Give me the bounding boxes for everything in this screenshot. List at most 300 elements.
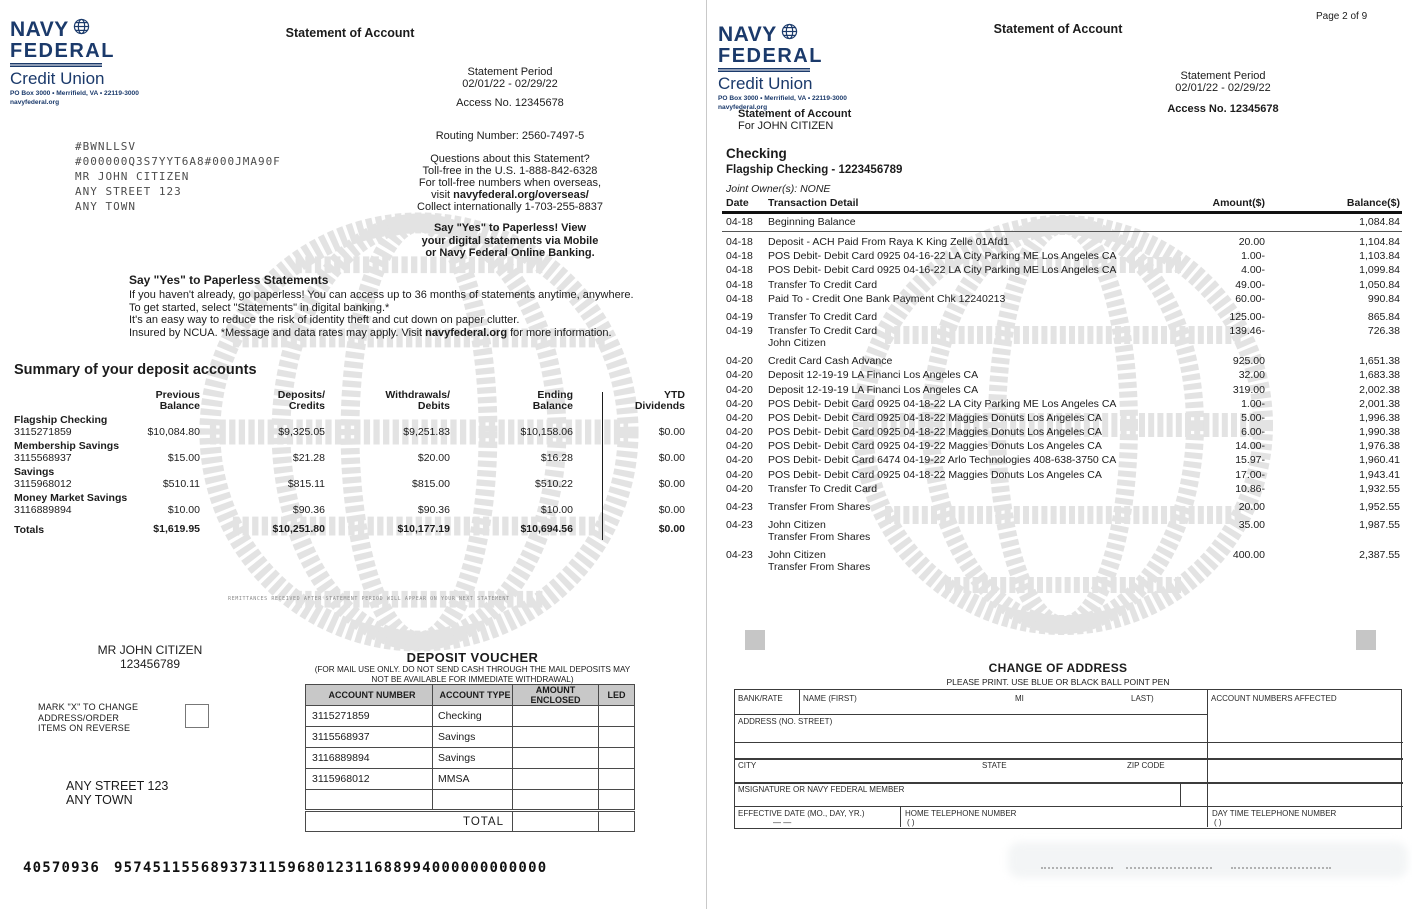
transaction-row bbox=[708, 427, 1412, 441]
transaction-detail-line2: Transfer From Shares bbox=[768, 530, 871, 543]
voucher-row bbox=[306, 748, 635, 769]
transaction-detail: Transfer To Credit Card bbox=[768, 325, 878, 338]
summary-totals-row bbox=[14, 511, 707, 537]
logo-navy-text: NAVY bbox=[718, 23, 777, 46]
transaction-row bbox=[708, 326, 1412, 352]
transaction-row bbox=[708, 237, 1412, 251]
paperless-line-2: To get started, select "Statements" in digital banking.* bbox=[129, 301, 390, 314]
globe-icon bbox=[73, 18, 90, 35]
micr-group-2: 957451155689373115968012311688994000000000000 bbox=[114, 860, 548, 876]
col-deposits-credits: Deposits/ Credits bbox=[277, 389, 325, 412]
transaction-balance: 1,932.55 bbox=[1359, 482, 1400, 495]
transaction-amount: 400.00 bbox=[1232, 549, 1265, 562]
voucher-led-cell[interactable] bbox=[599, 769, 635, 790]
transaction-date: 04-20 bbox=[726, 411, 753, 424]
account-holder-block bbox=[738, 108, 851, 132]
ending-balance-value: $16.28 bbox=[540, 452, 573, 464]
paperless-line-1: If you haven't already, go paperless! You can access up to 36 months of statements anytime, anywhere. bbox=[129, 289, 634, 301]
transaction-detail: POS Debit- Debit Card 0925 04-19-22 Maggies Donuts Los Angeles CA bbox=[768, 440, 1102, 453]
voucher-col-account-type: ACCOUNT TYPE bbox=[433, 685, 513, 706]
transaction-date: 04-20 bbox=[726, 468, 753, 481]
transaction-amount: 49.00- bbox=[1235, 278, 1265, 291]
statement-period-block bbox=[415, 66, 605, 260]
transaction-date: 04-20 bbox=[726, 383, 753, 396]
totals-label: Totals bbox=[14, 524, 45, 536]
payee-town: ANY TOWN bbox=[66, 793, 133, 807]
transaction-detail: POS Debit- Debit Card 0925 04-18-22 Maggies Donuts Los Angeles CA bbox=[768, 426, 1102, 439]
logo-stripe-bar bbox=[718, 68, 810, 73]
payee-name: MR JOHN CITIZEN bbox=[97, 643, 203, 657]
logo-navy-text: NAVY bbox=[10, 18, 69, 41]
transaction-amount: 319.00 bbox=[1232, 383, 1265, 396]
form-divider bbox=[900, 806, 901, 827]
transaction-balance: 2,387.55 bbox=[1359, 549, 1400, 562]
transaction-amount: 125.00- bbox=[1229, 310, 1265, 323]
transaction-detail: Credit Card Cash Advance bbox=[768, 355, 893, 368]
transaction-row bbox=[708, 280, 1412, 294]
form-line bbox=[735, 782, 1403, 784]
field-home-telephone[interactable]: HOME TELEPHONE NUMBER bbox=[905, 809, 1017, 818]
voucher-amount-cell[interactable] bbox=[513, 706, 599, 727]
logo-federal-text: FEDERAL bbox=[10, 40, 115, 62]
logo-credit-union-text: Credit Union bbox=[718, 74, 813, 93]
field-last[interactable]: LAST) bbox=[1131, 694, 1154, 703]
summary-account-row bbox=[14, 414, 707, 440]
questions-line-1: Questions about this Statement? bbox=[430, 153, 590, 165]
transaction-amount: 139.46- bbox=[1229, 325, 1265, 338]
mark-x-line-1: MARK "X" TO CHANGE bbox=[38, 702, 139, 712]
transaction-date: 04-23 bbox=[726, 519, 753, 532]
field-state[interactable]: STATE bbox=[982, 761, 1007, 770]
voucher-account-number bbox=[306, 790, 433, 811]
transaction-balance: 1,104.84 bbox=[1359, 236, 1400, 248]
deposits-value: $90.36 bbox=[292, 504, 325, 516]
mail-code-line: MR JOHN CITIZEN bbox=[75, 170, 190, 183]
registration-mark-left bbox=[745, 630, 765, 650]
brand-website: navyfederal.org bbox=[718, 103, 768, 111]
transaction-row bbox=[708, 502, 1412, 516]
globe-icon bbox=[781, 23, 798, 40]
mark-x-line-2: ADDRESS/ORDER bbox=[38, 712, 120, 723]
transaction-row bbox=[708, 550, 1412, 576]
transaction-balance: 726.38 bbox=[1367, 325, 1400, 338]
voucher-account-number: 3116889894 bbox=[306, 748, 433, 769]
transaction-date: 04-18 bbox=[726, 292, 753, 305]
mail-code-line: #BWNLLSV bbox=[75, 140, 136, 153]
transaction-detail: Transfer To Credit Card bbox=[768, 278, 878, 291]
transaction-amount: 5.00- bbox=[1241, 411, 1265, 424]
transaction-row bbox=[708, 441, 1412, 455]
transaction-balance: 1,099.84 bbox=[1359, 264, 1400, 277]
account-name: Membership Savings bbox=[14, 440, 120, 452]
voucher-total-amount-cell[interactable] bbox=[513, 811, 599, 832]
transaction-balance: 865.84 bbox=[1367, 310, 1400, 323]
questions-line-5: Collect internationally 1-703-255-8837 bbox=[417, 201, 603, 213]
checking-heading: Checking bbox=[726, 146, 787, 161]
summary-rows bbox=[14, 414, 707, 518]
questions-line-4 bbox=[415, 189, 605, 201]
transaction-amount: 35.00 bbox=[1238, 519, 1265, 532]
summary-account-row bbox=[14, 466, 707, 492]
transaction-row bbox=[708, 265, 1412, 279]
transaction-date: 04-19 bbox=[726, 325, 753, 338]
form-divider bbox=[799, 690, 800, 714]
field-address[interactable]: ADDRESS (NO. STREET) bbox=[738, 717, 833, 726]
voucher-amount-cell[interactable] bbox=[513, 790, 599, 811]
ending-balance-value: $510.22 bbox=[535, 478, 573, 490]
voucher-led-cell[interactable] bbox=[599, 727, 635, 748]
transaction-balance: 1,996.38 bbox=[1359, 411, 1400, 424]
transactions-header-row bbox=[708, 197, 1412, 211]
transaction-detail: POS Debit- Debit Card 0925 04-18-22 LA City Parking ME Los Angeles CA bbox=[768, 397, 1117, 410]
ytd-dividends-value: $0.00 bbox=[658, 478, 685, 490]
deposit-voucher-table bbox=[305, 684, 635, 832]
registration-mark-right bbox=[1356, 630, 1376, 650]
transaction-amount: 1.00- bbox=[1241, 397, 1265, 410]
transaction-row bbox=[708, 399, 1412, 413]
brand-address: PO Box 3000 • Merrifield, VA • 22119-3000 bbox=[10, 90, 139, 97]
transaction-balance: 1,943.41 bbox=[1359, 468, 1400, 481]
summary-heading: Summary of your deposit accounts bbox=[14, 362, 257, 378]
field-name-first[interactable]: NAME (FIRST) bbox=[803, 694, 857, 703]
voucher-led-cell[interactable] bbox=[599, 748, 635, 769]
transaction-row bbox=[708, 520, 1412, 546]
voucher-account-type: MMSA bbox=[433, 769, 513, 790]
navyfederal-url: navyfederal.org bbox=[425, 326, 508, 339]
totals-deposits: $10,251.80 bbox=[272, 523, 325, 535]
transaction-detail-line2: Transfer From Shares bbox=[768, 560, 871, 573]
transaction-date: 04-20 bbox=[726, 397, 753, 410]
transaction-row bbox=[708, 455, 1412, 469]
voucher-total-label: TOTAL bbox=[306, 811, 513, 832]
transaction-detail: POS Debit- Debit Card 0925 04-18-22 Maggies Donuts Los Angeles CA bbox=[768, 468, 1102, 481]
transaction-balance: 1,960.41 bbox=[1359, 454, 1400, 467]
transaction-amount: 20.00 bbox=[1238, 236, 1265, 248]
home-telephone-parens: ( ) bbox=[907, 818, 915, 827]
transaction-row bbox=[708, 312, 1412, 326]
ending-balance-value: $10.00 bbox=[540, 504, 573, 516]
transaction-detail: POS Debit- Debit Card 0925 04-18-22 Maggies Donuts Los Angeles CA bbox=[768, 411, 1102, 424]
voucher-subtitle-2: NOT BE AVAILABLE FOR IMMEDIATE WITHDRAWAL) bbox=[371, 674, 574, 684]
access-number: Access No. 12345678 bbox=[1167, 103, 1279, 115]
header-balance: Balance($) bbox=[1346, 197, 1400, 209]
mail-code-line: #000000Q3S7YYT6A8#000JMA90F bbox=[75, 155, 281, 168]
totals-ending: $10,694.56 bbox=[520, 523, 573, 535]
voucher-amount-cell[interactable] bbox=[513, 727, 599, 748]
transaction-date: 04-20 bbox=[726, 426, 753, 439]
transaction-date: 04-20 bbox=[726, 355, 753, 368]
scan-dash-mark bbox=[1126, 867, 1212, 869]
field-city[interactable]: CITY bbox=[738, 761, 757, 770]
withdrawals-value: $20.00 bbox=[417, 452, 450, 464]
logo-navy-row bbox=[10, 19, 139, 40]
transaction-detail: Deposit 12-19-19 LA Financi Los Angeles CA bbox=[768, 369, 979, 382]
transaction-balance: 1,952.55 bbox=[1359, 501, 1400, 513]
deposits-value: $21.28 bbox=[292, 452, 325, 464]
col-withdrawals-debits: Withdrawals/ Debits bbox=[385, 389, 450, 412]
summary-header-row bbox=[0, 390, 707, 414]
summary-account-row bbox=[14, 440, 707, 466]
statement-of-account-label: Statement of Account bbox=[738, 108, 852, 120]
account-number: 3115968012 bbox=[14, 477, 72, 490]
brand-website: navyfederal.org bbox=[10, 98, 60, 106]
voucher-total-row bbox=[306, 811, 635, 832]
transaction-row bbox=[708, 356, 1412, 370]
voucher-account-type: Savings bbox=[433, 748, 513, 769]
voucher-title: DEPOSIT VOUCHER bbox=[406, 650, 539, 665]
voucher-account-number: 3115568937 bbox=[306, 727, 433, 748]
totals-ytd: $0.00 bbox=[658, 523, 685, 535]
mail-code-line: ANY STREET 123 bbox=[75, 185, 182, 198]
account-number: 3116889894 bbox=[14, 503, 72, 516]
mail-code-line: ANY TOWN bbox=[75, 200, 136, 213]
mark-x-checkbox[interactable] bbox=[185, 704, 209, 728]
transaction-amount: 6.00- bbox=[1241, 426, 1265, 439]
transaction-row bbox=[708, 413, 1412, 427]
navy-federal-logo bbox=[718, 24, 847, 111]
transaction-detail: POS Debit- Debit Card 0925 04-16-22 LA City Parking ME Los Angeles CA bbox=[768, 264, 1117, 277]
transaction-balance: 1,683.38 bbox=[1359, 369, 1400, 382]
voucher-row bbox=[306, 727, 635, 748]
transaction-amount: 60.00- bbox=[1235, 292, 1265, 305]
account-number: 3115271859 bbox=[14, 425, 72, 438]
navy-federal-logo bbox=[10, 19, 139, 106]
daytime-telephone-parens: ( ) bbox=[1214, 818, 1222, 827]
page-title: Statement of Account bbox=[993, 22, 1123, 36]
statement-period-block bbox=[1138, 70, 1308, 115]
form-divider bbox=[1207, 690, 1208, 827]
routing-number: Routing Number: 2560-7497-5 bbox=[435, 130, 585, 142]
transaction-amount: 15.97- bbox=[1235, 454, 1265, 467]
transaction-amount: 10.86- bbox=[1235, 482, 1265, 495]
statement-period-value: 02/01/22 - 02/29/22 bbox=[462, 78, 558, 90]
joint-owners: Joint Owner(s): NONE bbox=[726, 183, 831, 195]
transaction-amount: 17.00- bbox=[1235, 468, 1265, 481]
field-signature[interactable]: MSIGNATURE OR NAVY FEDERAL MEMBER bbox=[738, 785, 905, 794]
header-amount: Amount($) bbox=[1212, 197, 1265, 209]
form-line bbox=[735, 714, 1207, 715]
transaction-date: 04-19 bbox=[726, 310, 753, 323]
voucher-amount-cell[interactable] bbox=[513, 769, 599, 790]
transaction-balance: 990.84 bbox=[1367, 292, 1400, 305]
voucher-account-type: Savings bbox=[433, 727, 513, 748]
account-name: Flagship Checking bbox=[14, 414, 108, 426]
header-rule bbox=[722, 211, 1402, 214]
form-line bbox=[735, 742, 1403, 743]
paperless-heading: Say "Yes" to Paperless Statements bbox=[129, 273, 329, 287]
transaction-balance: 1,976.38 bbox=[1359, 440, 1400, 453]
account-name: Savings bbox=[14, 466, 55, 478]
beginning-balance-rule bbox=[722, 231, 1402, 232]
transaction-date: 04-23 bbox=[726, 501, 753, 513]
field-mi[interactable]: MI bbox=[1015, 694, 1024, 703]
paperless-line-3: It's an easy way to reduce the risk of identity theft and cut down on paper clutter. bbox=[129, 314, 520, 327]
more-info-text: for more information. bbox=[507, 326, 612, 339]
previous-balance-value: $10.00 bbox=[167, 504, 200, 516]
transaction-detail: Deposit - ACH Paid From Raya K King Zelle 01Afd1 bbox=[768, 236, 1010, 248]
logo-federal-text: FEDERAL bbox=[718, 45, 823, 67]
deposits-value: $815.11 bbox=[287, 478, 325, 490]
logo-navy-row bbox=[718, 24, 847, 45]
voucher-total-led-cell bbox=[599, 811, 635, 832]
transaction-detail: Transfer From Shares bbox=[768, 501, 871, 513]
transaction-detail: POS Debit- Debit Card 0925 04-16-22 LA City Parking ME Los Angeles CA bbox=[768, 250, 1117, 263]
voucher-row bbox=[306, 769, 635, 790]
transaction-amount: 925.00 bbox=[1232, 355, 1265, 368]
mark-x-instructions bbox=[38, 702, 138, 734]
transaction-balance: 1,103.84 bbox=[1359, 250, 1400, 263]
overseas-url: navyfederal.org/overseas/ bbox=[453, 189, 589, 201]
voucher-row bbox=[306, 790, 635, 811]
voucher-led-cell[interactable] bbox=[599, 706, 635, 727]
transaction-detail: Deposit 12-19-19 LA Financi Los Angeles CA bbox=[768, 383, 979, 396]
voucher-row bbox=[306, 706, 635, 727]
transaction-balance: 2,001.38 bbox=[1359, 397, 1400, 410]
voucher-led-cell[interactable] bbox=[599, 790, 635, 811]
transaction-amount: 32.00 bbox=[1238, 369, 1265, 382]
scan-artifact bbox=[1008, 842, 1408, 878]
beginning-date: 04-18 bbox=[726, 216, 753, 228]
change-of-address-subtitle: PLEASE PRINT. USE BLUE OR BLACK BALL POINT PEN bbox=[946, 677, 1170, 687]
header-transaction-detail: Transaction Detail bbox=[768, 197, 859, 209]
transaction-row bbox=[708, 370, 1412, 384]
col-previous-balance: Previous Balance bbox=[155, 389, 200, 412]
transactions-list bbox=[708, 237, 1412, 576]
transaction-date: 04-18 bbox=[726, 278, 753, 291]
transaction-amount: 20.00 bbox=[1238, 501, 1265, 513]
transaction-balance: 1,987.55 bbox=[1359, 519, 1400, 532]
brand-address: PO Box 3000 • Merrifield, VA • 22119-3000 bbox=[718, 95, 847, 102]
form-line bbox=[735, 758, 1403, 760]
transaction-date: 04-18 bbox=[726, 264, 753, 277]
transaction-balance: 1,050.84 bbox=[1359, 278, 1400, 291]
voucher-subtitle-1: (FOR MAIL USE ONLY. DO NOT SEND CASH THROUGH THE MAIL DEPOSITS MAY bbox=[314, 665, 631, 674]
remittance-note: REMITTANCES RECEIVED AFTER STATEMENT PERIOD WILL APPEAR ON YOUR NEXT STATEMENT bbox=[228, 596, 510, 602]
scan-dash-mark bbox=[1041, 867, 1113, 869]
change-of-address-title: CHANGE OF ADDRESS bbox=[988, 661, 1128, 675]
field-effective-date[interactable]: EFFECTIVE DATE (MO., DAY, YR.) bbox=[738, 809, 865, 818]
change-of-address-form[interactable] bbox=[734, 689, 1402, 829]
withdrawals-value: $90.36 bbox=[417, 504, 450, 516]
transaction-detail: John Citizen bbox=[768, 519, 826, 532]
form-divider bbox=[1180, 782, 1181, 806]
ytd-dividends-value: $0.00 bbox=[658, 426, 685, 438]
transaction-row bbox=[708, 251, 1412, 265]
logo-stripe-bar bbox=[10, 63, 102, 68]
ending-balance-value: $10,158.06 bbox=[520, 426, 573, 438]
checking-subheading: Flagship Checking - 1223456789 bbox=[726, 164, 903, 176]
field-bank-rate[interactable]: BANK/RATE bbox=[738, 694, 783, 703]
ncua-text: Insured by NCUA. *Message and data rates may apply. Visit bbox=[129, 326, 426, 339]
withdrawals-value: $815.00 bbox=[412, 478, 450, 490]
scan-dash-mark bbox=[1231, 867, 1331, 869]
voucher-col-amount-enclosed: AMOUNT ENCLOSED bbox=[513, 685, 599, 706]
transaction-date: 04-23 bbox=[726, 549, 753, 562]
previous-balance-value: $15.00 bbox=[167, 452, 200, 464]
beginning-balance: 1,084.84 bbox=[1359, 216, 1400, 228]
visit-prefix: visit bbox=[431, 189, 454, 201]
header-date: Date bbox=[726, 197, 749, 209]
voucher-amount-cell[interactable] bbox=[513, 748, 599, 769]
previous-balance-value: $10,084.80 bbox=[147, 426, 200, 438]
totals-withdrawals: $10,177.19 bbox=[397, 523, 450, 535]
transaction-amount: 1.00- bbox=[1241, 250, 1265, 263]
account-name: Money Market Savings bbox=[14, 492, 128, 504]
access-number: Access No. 12345678 bbox=[456, 97, 564, 109]
transaction-detail: Paid To - Credit One Bank Payment Chk 12240213 bbox=[768, 292, 1006, 305]
transaction-date: 04-20 bbox=[726, 454, 753, 467]
page-indicator: Page 2 of 9 bbox=[1316, 11, 1368, 22]
voucher-account-number: 3115968012 bbox=[306, 769, 433, 790]
transaction-detail: Transfer To Credit Card bbox=[768, 310, 878, 323]
transaction-date: 04-20 bbox=[726, 369, 753, 382]
account-holder-name: For JOHN CITIZEN bbox=[738, 120, 834, 132]
transaction-amount: 14.00- bbox=[1235, 440, 1265, 453]
col-ytd-dividends: YTD Dividends bbox=[634, 389, 685, 412]
transaction-amount: 4.00- bbox=[1241, 264, 1265, 277]
deposits-value: $9,325.05 bbox=[278, 426, 325, 438]
col-ending-balance: Ending Balance bbox=[532, 389, 573, 412]
payee-street: ANY STREET 123 bbox=[66, 779, 169, 793]
totals-previous: $1,619.95 bbox=[153, 523, 200, 535]
statement-period-label: Statement Period bbox=[467, 66, 553, 78]
transaction-balance: 2,002.38 bbox=[1359, 383, 1400, 396]
field-zip-code[interactable]: ZIP CODE bbox=[1127, 761, 1165, 770]
transaction-date: 04-18 bbox=[726, 236, 753, 248]
ytd-dividends-value: $0.00 bbox=[658, 504, 685, 516]
beginning-balance-row bbox=[708, 216, 1412, 229]
voucher-account-type: Checking bbox=[433, 706, 513, 727]
statement-page-2 bbox=[708, 0, 1412, 909]
transaction-detail: POS Debit- Debit Card 6474 04-19-22 Arlo Technologies 408-638-3750 CA bbox=[768, 454, 1117, 467]
questions-line-3: For toll-free numbers when overseas, bbox=[418, 177, 602, 189]
field-account-numbers-affected[interactable]: ACCOUNT NUMBERS AFFECTED bbox=[1211, 694, 1337, 703]
account-number: 3115568937 bbox=[14, 451, 72, 464]
form-line bbox=[735, 806, 1403, 807]
mark-x-line-3: ITEMS ON REVERSE bbox=[38, 723, 131, 733]
transaction-detail: Transfer To Credit Card bbox=[768, 482, 878, 495]
payee-address bbox=[66, 779, 168, 807]
micr-group-1: 40570936 bbox=[23, 860, 101, 876]
transaction-row bbox=[708, 484, 1412, 498]
voucher-account-number: 3115271859 bbox=[306, 706, 433, 727]
transaction-balance: 1,651.38 bbox=[1359, 355, 1400, 368]
beginning-detail: Beginning Balance bbox=[768, 216, 856, 228]
withdrawals-value: $9,251.83 bbox=[403, 426, 450, 438]
payee-block bbox=[60, 644, 240, 671]
micr-line bbox=[23, 860, 547, 876]
paperless-line-4 bbox=[129, 327, 669, 340]
transaction-row bbox=[708, 470, 1412, 484]
field-daytime-telephone[interactable]: DAY TIME TELEPHONE NUMBER bbox=[1212, 809, 1337, 818]
voucher-col-led: LED bbox=[599, 685, 635, 706]
effective-date-dashes: — — bbox=[773, 818, 792, 827]
statement-period-label: Statement Period bbox=[1180, 70, 1266, 82]
paperless-cta: Say "Yes" to Paperless! View your digital statements via Mobile or Navy Federal Online Banking. bbox=[421, 222, 599, 259]
questions-line-2: Toll-free in the U.S. 1-888-842-6328 bbox=[422, 165, 598, 177]
ytd-column-divider bbox=[602, 392, 603, 540]
transaction-row bbox=[708, 294, 1412, 308]
statement-period-value: 02/01/22 - 02/29/22 bbox=[1175, 82, 1271, 94]
transaction-detail-line2: John Citizen bbox=[768, 336, 826, 349]
voucher-subtitle bbox=[295, 665, 650, 684]
ytd-dividends-value: $0.00 bbox=[658, 452, 685, 464]
previous-balance-value: $510.11 bbox=[162, 478, 200, 490]
transaction-row bbox=[708, 385, 1412, 399]
voucher-col-account-number: ACCOUNT NUMBER bbox=[306, 685, 433, 706]
mail-code-block bbox=[75, 139, 281, 214]
page-title: Statement of Account bbox=[285, 26, 415, 40]
